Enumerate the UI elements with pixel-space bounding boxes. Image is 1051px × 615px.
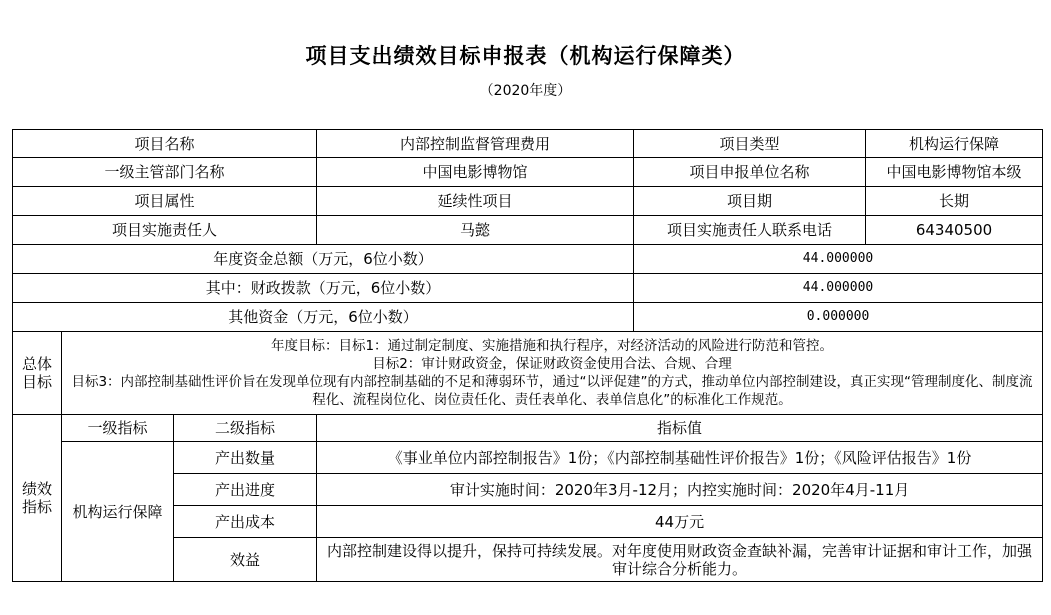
indicator-value: 审计实施时间：2020年3月-12月；内控实施时间：2020年4月-11月 xyxy=(317,474,1043,506)
table-row xyxy=(13,187,1043,216)
project-type-value: 机构运行保障 xyxy=(866,130,1043,158)
fiscal-funds-label: 其中：财政拨款（万元，6位小数） xyxy=(13,274,634,303)
dept-label: 一级主管部门名称 xyxy=(13,158,317,187)
indicator-header-row xyxy=(13,415,1043,442)
table-row xyxy=(13,303,1043,332)
level2-header: 二级指标 xyxy=(174,415,317,442)
table-row xyxy=(13,158,1043,187)
indicator-name: 产出成本 xyxy=(174,506,317,538)
table-row xyxy=(13,274,1043,303)
unit-value: 中国电影博物馆本级 xyxy=(866,158,1043,187)
table-row xyxy=(13,130,1043,158)
phone-value: 64340500 xyxy=(866,216,1043,245)
project-name-label: 项目名称 xyxy=(13,130,317,158)
person-label: 项目实施责任人 xyxy=(13,216,317,245)
project-name-value: 内部控制监督管理费用 xyxy=(317,130,634,158)
unit-label: 项目申报单位名称 xyxy=(634,158,866,187)
goal-line-1: 年度目标：目标1：通过制定制度、实施措施和执行程序，对经济活动的风险进行防范和管控。 xyxy=(270,338,834,354)
page-subtitle: （2020年度） xyxy=(479,83,572,99)
total-funds-label: 年度资金总额（万元，6位小数） xyxy=(13,245,634,274)
table-row xyxy=(13,442,1043,474)
period-label: 项目期 xyxy=(634,187,866,216)
indicators-label: 绩效指标 xyxy=(13,415,62,582)
table-row xyxy=(13,332,1043,415)
attr-label: 项目属性 xyxy=(13,187,317,216)
period-value: 长期 xyxy=(866,187,1043,216)
other-funds-value: 0.000000 xyxy=(634,303,1043,332)
project-type-label: 项目类型 xyxy=(634,130,866,158)
indicator-value: 44万元 xyxy=(317,506,1043,538)
page-title: 项目支出绩效目标申报表（机构运行保障类） xyxy=(305,44,746,68)
table-row xyxy=(13,245,1043,274)
indicator-name: 产出进度 xyxy=(174,474,317,506)
overall-goals-text xyxy=(62,332,1043,415)
overall-goals-label: 总体目标 xyxy=(13,332,62,415)
table-row xyxy=(13,216,1043,245)
value-header: 指标值 xyxy=(317,415,1043,442)
performance-form-table xyxy=(12,129,1043,582)
goal-line-2: 目标2：审计财政资金，保证财政资金使用合法、合规、合理 xyxy=(372,356,732,372)
dept-value: 中国电影博物馆 xyxy=(317,158,634,187)
attr-value: 延续性项目 xyxy=(317,187,634,216)
total-funds-value: 44.000000 xyxy=(634,245,1043,274)
goal-line-3: 目标3：内部控制基础性评价旨在发现单位现有内部控制基础的不足和薄弱环节，通过“以评促建”的方式，推动单位内部控制建设，真正实现“管理制度化、制度流程化、流程岗位化、岗位责任化、责任表单化、表单信息化”的标准化工作规范。 xyxy=(71,374,1033,408)
indicator-value: 内部控制建设得以提升，保持可持续发展。对年度使用财政资金查缺补漏，完善审计证据和审计工作，加强审计综合分析能力。 xyxy=(317,538,1043,582)
indicator-value: 《事业单位内部控制报告》1份；《内部控制基础性评价报告》1份；《风险评估报告》1份 xyxy=(317,442,1043,474)
indicator-name: 产出数量 xyxy=(174,442,317,474)
level1-header: 一级指标 xyxy=(62,415,174,442)
fiscal-funds-value: 44.000000 xyxy=(634,274,1043,303)
indicator-name: 效益 xyxy=(174,538,317,582)
other-funds-label: 其他资金（万元，6位小数） xyxy=(13,303,634,332)
person-value: 马懿 xyxy=(317,216,634,245)
phone-label: 项目实施责任人联系电话 xyxy=(634,216,866,245)
level1-value: 机构运行保障 xyxy=(62,442,174,582)
